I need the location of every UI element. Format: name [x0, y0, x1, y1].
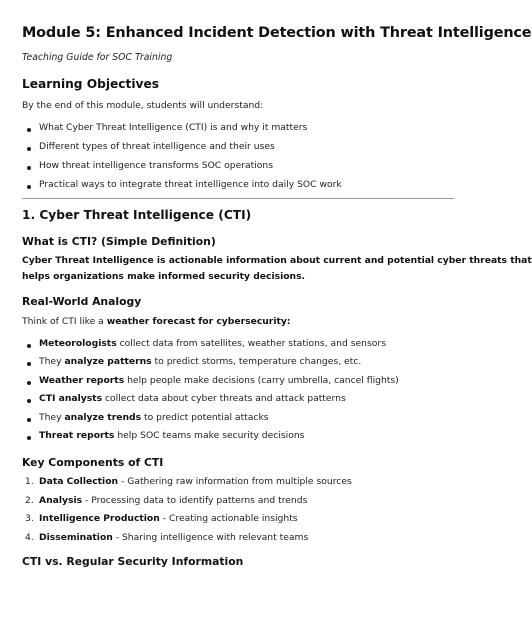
list-item: Threat reports help SOC teams make security decisions [25, 430, 399, 448]
list-item: Weather reports help people make decisions (carry umbrella, cancel flights) [25, 375, 399, 393]
list-item: How threat intelligence transforms SOC operations [25, 160, 342, 179]
what-is-cti-heading: What is CTI? (Simple Definition) [22, 235, 216, 248]
list-item: 2. Analysis - Processing data to identify patterns and trends [25, 494, 308, 506]
list-item: They analyze trends to predict potential attacks [25, 412, 399, 430]
list-number: 3. [25, 513, 34, 524]
list-number: 1. [25, 476, 34, 487]
section-heading: 1. Cyber Threat Intelligence (CTI) [22, 208, 252, 222]
list-item: Practical ways to integrate threat intelligence into daily SOC work [25, 179, 342, 198]
analogy-list [25, 338, 399, 448]
objectives-list [25, 122, 342, 198]
cti-definition-line-2: helps organizations make informed security decisions. [22, 271, 306, 282]
components-list [25, 476, 352, 550]
section-divider [22, 198, 454, 199]
list-item: 1. Data Collection - Gathering raw information from multiple sources [25, 476, 352, 487]
list-item: Meteorologists collect data from satellites, weather stations, and sensors [25, 338, 399, 356]
objectives-intro: By the end of this module, students will understand: [22, 100, 264, 111]
components-heading: Key Components of CTI [22, 456, 164, 469]
analogy-intro: Think of CTI like a weather forecast for cybersecurity: [22, 316, 291, 327]
list-item: What Cyber Threat Intelligence (CTI) is and why it matters [25, 122, 342, 141]
list-number: 2. [25, 494, 34, 506]
page-subtitle: Teaching Guide for SOC Training [22, 52, 173, 63]
list-number: 4. [25, 531, 34, 543]
list-item: They analyze patterns to predict storms, temperature changes, etc. [25, 356, 399, 374]
list-item: Different types of threat intelligence and their uses [25, 141, 342, 160]
page-title: Module 5: Enhanced Incident Detection with Threat Intelligence [22, 25, 532, 41]
analogy-heading: Real-World Analogy [22, 295, 142, 308]
list-item: 3. Intelligence Production - Creating actionable insights [25, 513, 298, 524]
cti-definition-line-1: Cyber Threat Intelligence is actionable information about current and potential cyber threats that [22, 255, 532, 266]
comparison-heading: CTI vs. Regular Security Information [22, 555, 244, 568]
objectives-heading: Learning Objectives [22, 77, 159, 91]
list-item: CTI analysts collect data about cyber threats and attack patterns [25, 393, 399, 411]
list-item: 4. Dissemination - Sharing intelligence with relevant teams [25, 531, 309, 543]
